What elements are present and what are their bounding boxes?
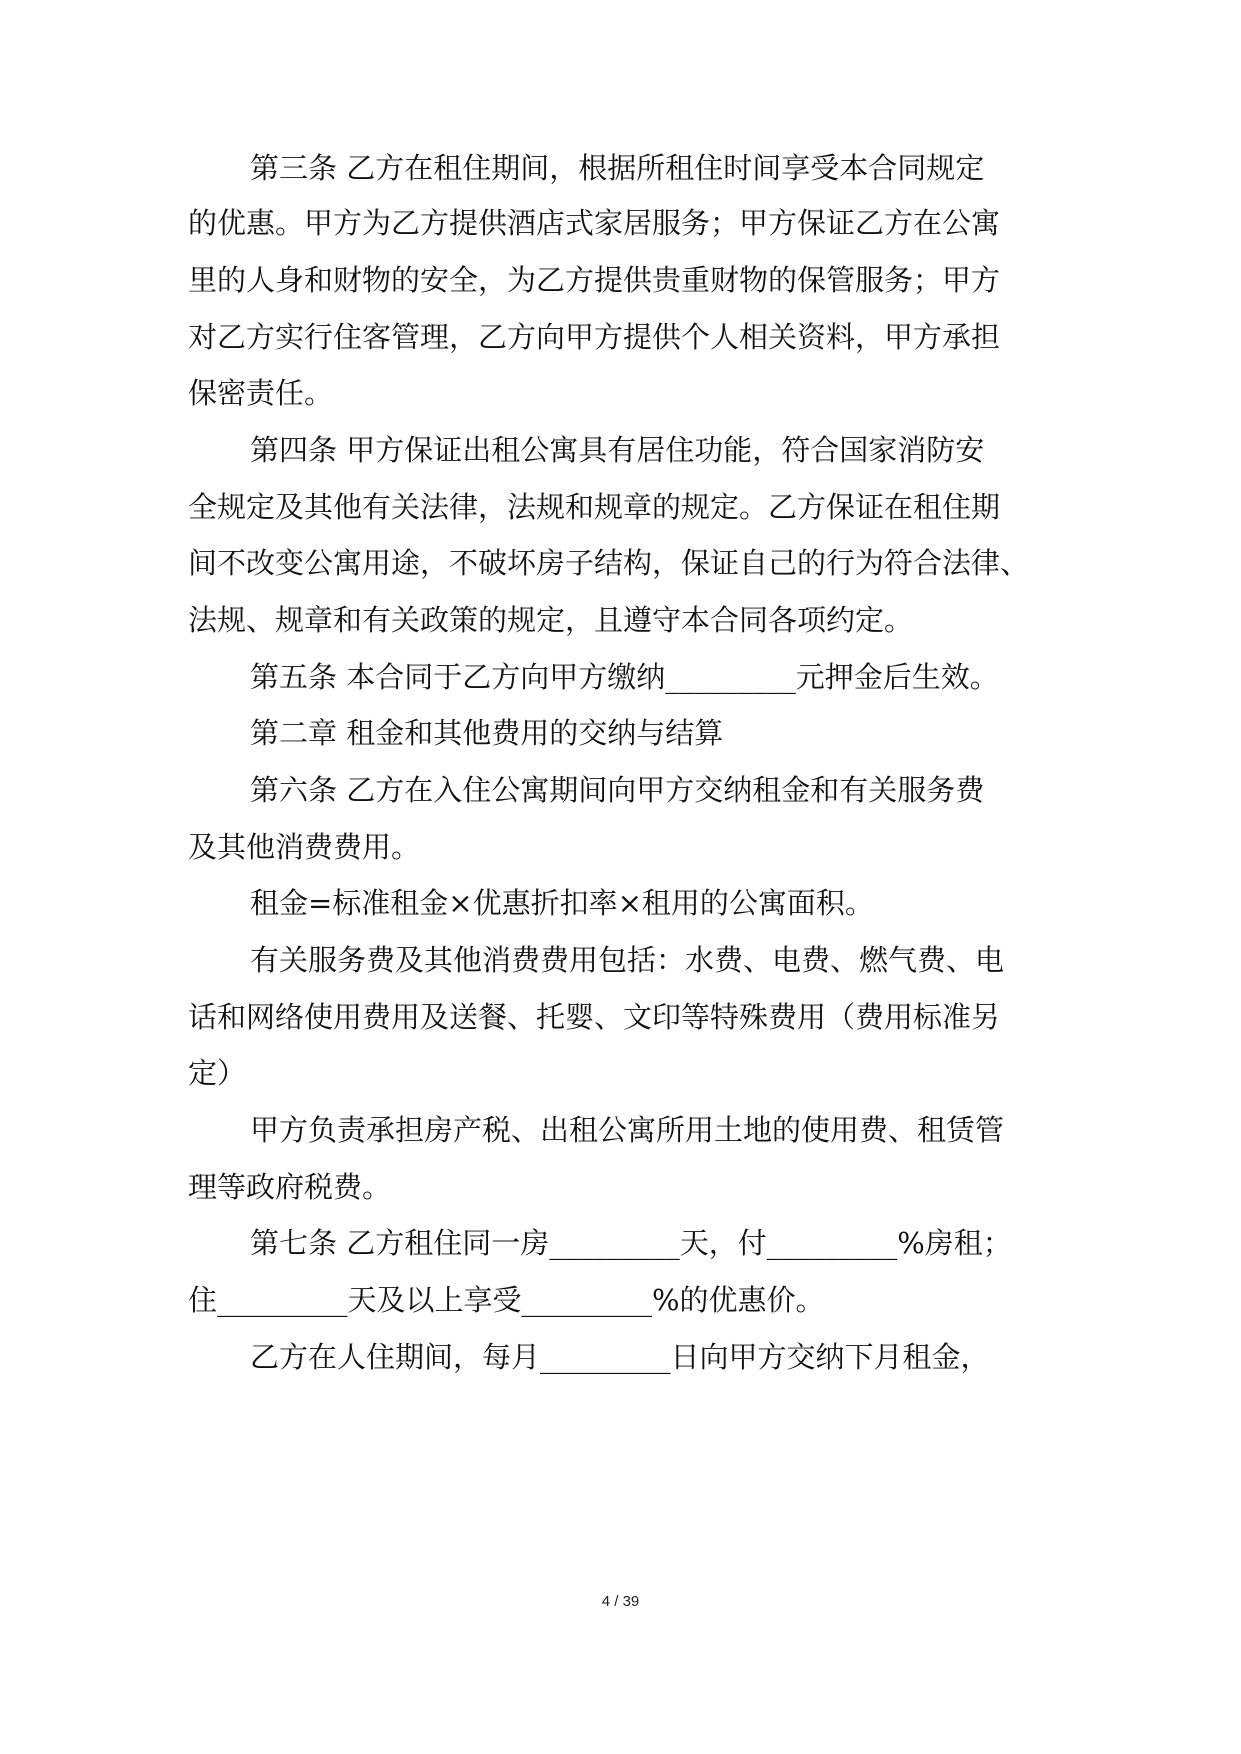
page-number: 4 / 39	[601, 1593, 640, 1610]
text-line: 第七条 乙方租住同一房_________天，付_________%房租；	[250, 1226, 1012, 1260]
text-line: 法规、规章和有关政策的规定，且遵守本合同各项约定。	[188, 603, 914, 637]
text-line: 理等政府税费。	[188, 1170, 392, 1204]
text-line: 对乙方实行住客管理，乙方向甲方提供个人相关资料，甲方承担	[188, 320, 1001, 354]
text-line: 定）	[188, 1056, 247, 1090]
text-line: 的优惠。甲方为乙方提供酒店式家居服务；甲方保证乙方在公寓	[188, 206, 1001, 240]
text-line: 第三条 乙方在租住期间，根据所租住时间享受本合同规定	[250, 151, 985, 185]
text-line: 保密责任。	[188, 376, 334, 410]
text-line: 第四条 甲方保证出租公寓具有居住功能，符合国家消防安	[250, 433, 985, 467]
text-line: 全规定及其他有关法律，法规和规章的规定。乙方保证在租住期	[188, 490, 1001, 524]
chapter-heading: 第二章 租金和其他费用的交纳与结算	[250, 716, 724, 750]
text-line: 乙方在人住期间，每月_________日向甲方交纳下月租金，	[250, 1340, 990, 1374]
text-line: 里的人身和财物的安全，为乙方提供贵重财物的保管服务；甲方	[188, 263, 1001, 297]
text-line: 第六条 乙方在入住公寓期间向甲方交纳租金和有关服务费	[250, 773, 985, 807]
text-line: 及其他消费费用。	[188, 830, 421, 864]
text-line: 租金=标准租金×优惠折扣率×租用的公寓面积。	[250, 886, 874, 920]
text-line: 甲方负责承担房产税、出租公寓所用土地的使用费、租赁管	[250, 1113, 1005, 1147]
text-line: 话和网络使用费用及送餐、托婴、文印等特殊费用（费用标准另	[188, 1000, 1001, 1034]
text-line: 有关服务费及其他消费费用包括：水费、电费、燃气费、电	[250, 943, 1005, 977]
text-line: 间不改变公寓用途，不破坏房子结构，保证自己的行为符合法律、	[188, 546, 1030, 580]
text-line: 第五条 本合同于乙方向甲方缴纳_________元押金后生效。	[250, 660, 999, 694]
text-line: 住_________天及以上享受_________%的优惠价。	[188, 1283, 825, 1317]
